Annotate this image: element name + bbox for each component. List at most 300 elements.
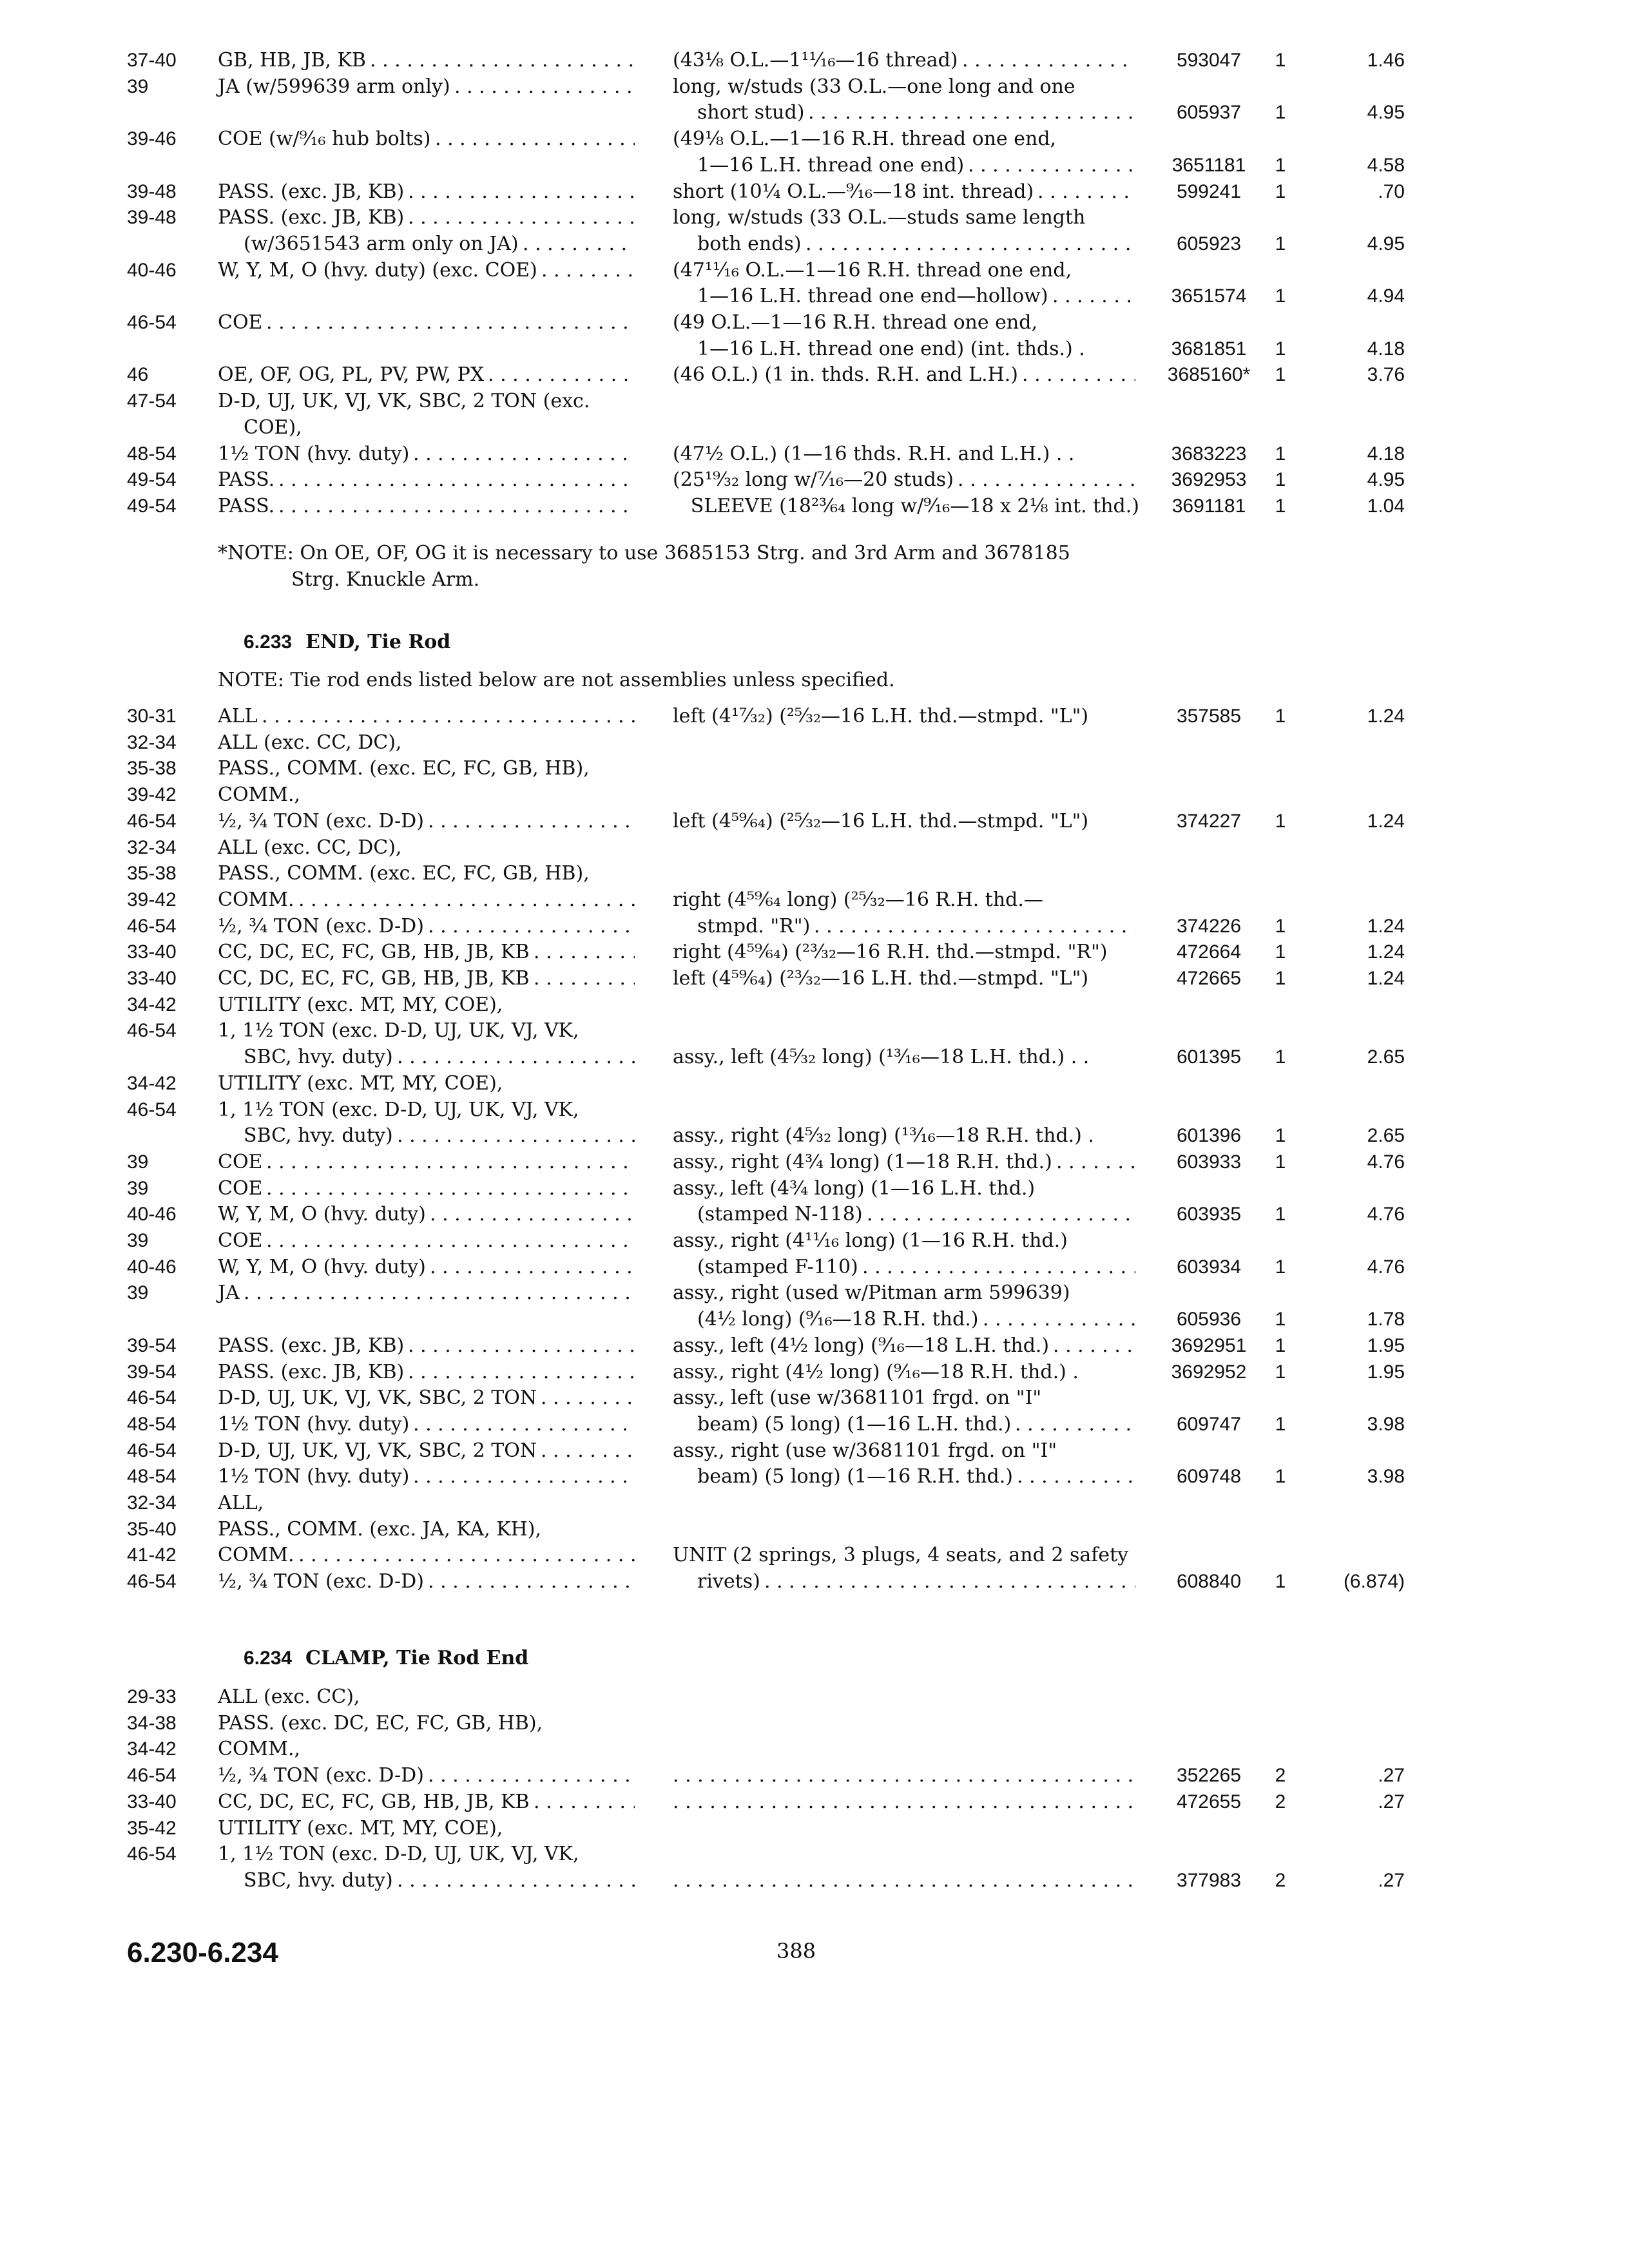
part-number: 472655 xyxy=(1176,1791,1242,1812)
model-year: 33-40 xyxy=(127,1791,177,1812)
leader-dots xyxy=(673,1868,1135,1894)
application: PASS., COMM. (exc. EC, FC, GB, HB), xyxy=(218,862,590,885)
model-year: 46-54 xyxy=(127,1099,177,1120)
table-row xyxy=(0,415,1629,441)
price: 4.76 xyxy=(1367,1204,1405,1225)
table-row xyxy=(0,861,1629,887)
application: D-D, UJ, UK, VJ, VK, SBC, 2 TON xyxy=(218,1387,537,1410)
application: UTILITY (exc. MT, MY, COE), xyxy=(218,1072,503,1095)
quantity: 1 xyxy=(1275,1256,1286,1278)
description: UNIT (2 springs, 3 plugs, 4 seats, and 2 safety xyxy=(673,1544,1129,1567)
model-year: 46-54 xyxy=(127,1571,177,1593)
leader-dots xyxy=(454,74,635,100)
leader-dots xyxy=(266,1228,635,1254)
leader-dots xyxy=(488,362,635,388)
table-row xyxy=(0,1841,1629,1867)
model-year: 48-54 xyxy=(127,443,177,465)
model-year: 39 xyxy=(127,1151,149,1173)
leader-dots xyxy=(541,258,635,284)
quantity: 1 xyxy=(1275,1309,1286,1331)
price: 4.95 xyxy=(1367,233,1405,255)
quantity: 1 xyxy=(1275,1334,1286,1356)
description: left (4⁵⁹⁄₆₄) (²³⁄₃₂—16 L.H. thd.—stmpd. "L") xyxy=(673,967,1089,990)
application: UTILITY (exc. MT, MY, COE), xyxy=(218,993,503,1016)
table-row xyxy=(0,1684,1629,1710)
quantity: 1 xyxy=(1275,102,1286,124)
table-row xyxy=(0,992,1629,1018)
price: 2.65 xyxy=(1367,1125,1405,1147)
section-number: 6.234 xyxy=(244,1648,293,1669)
section-title: CLAMP, Tie Rod End xyxy=(305,1647,529,1669)
table-row xyxy=(0,1711,1629,1736)
table-row xyxy=(0,1333,1629,1359)
table-row xyxy=(0,1464,1629,1490)
model-year: 39-48 xyxy=(127,207,177,229)
part-number: 601395 xyxy=(1176,1046,1242,1068)
model-year: 46-54 xyxy=(127,1843,177,1865)
model-year: 33-40 xyxy=(127,968,177,989)
description: (49 O.L.—1—16 R.H. thread one end, xyxy=(673,311,1037,334)
price: (6.874) xyxy=(1343,1571,1405,1593)
model-year: 48-54 xyxy=(127,1466,177,1488)
application: OE, OF, OG, PL, PV, PW, PX xyxy=(218,363,485,387)
leader-dots xyxy=(413,1464,635,1490)
part-number: 3691181 xyxy=(1171,495,1246,517)
price: 1.24 xyxy=(1367,706,1405,727)
table-row xyxy=(0,1438,1629,1464)
model-year: 40-46 xyxy=(127,1256,177,1278)
leader-dots xyxy=(370,48,635,73)
price: 4.58 xyxy=(1367,154,1405,176)
table-row xyxy=(0,258,1629,284)
application: ½, ¾ TON (exc. D-D) xyxy=(218,1570,424,1593)
leader-dots xyxy=(534,939,635,965)
model-year: 46-54 xyxy=(127,1765,177,1787)
application: ALL (exc. CC, DC), xyxy=(218,836,402,859)
table-row xyxy=(0,1176,1629,1202)
application: 1½ TON (hvy. duty) xyxy=(218,1412,410,1436)
section-title: END, Tie Rod xyxy=(305,631,451,653)
price: 1.95 xyxy=(1367,1361,1405,1383)
leader-dots xyxy=(266,310,635,336)
application: ALL (exc. CC, DC), xyxy=(218,731,402,754)
table-row xyxy=(0,939,1629,965)
price: .27 xyxy=(1378,1765,1405,1787)
quantity: 1 xyxy=(1275,154,1286,176)
description: (stamped F-110) xyxy=(697,1255,858,1278)
table-row xyxy=(0,1517,1629,1542)
description: left (4⁵⁹⁄₆₄) (²⁵⁄₃₂—16 L.H. thd.—stmpd. "L") xyxy=(673,809,1089,832)
leader-dots xyxy=(805,231,1135,257)
quantity: 2 xyxy=(1275,1791,1286,1812)
table-row xyxy=(0,48,1629,73)
part-number: 3681851 xyxy=(1171,338,1247,360)
part-number: 377983 xyxy=(1176,1869,1242,1891)
quantity: 1 xyxy=(1275,1151,1286,1173)
footnote-line-2: Strg. Knuckle Arm. xyxy=(291,568,480,591)
application: GB, HB, JB, KB xyxy=(218,49,366,72)
model-year: 37-40 xyxy=(127,50,177,71)
model-year: 46 xyxy=(127,364,149,386)
application: SBC, hvy. duty) xyxy=(244,1124,393,1148)
quantity: 1 xyxy=(1275,50,1286,71)
application: 1½ TON (hvy. duty) xyxy=(218,442,410,465)
leader-dots xyxy=(534,1789,635,1815)
application: COMM. xyxy=(218,1544,294,1567)
part-number: 3692952 xyxy=(1171,1361,1247,1383)
leader-dots xyxy=(413,441,635,467)
part-number: 603933 xyxy=(1176,1151,1242,1173)
application: PASS. xyxy=(218,468,275,492)
price: 1.24 xyxy=(1367,915,1405,937)
leader-dots xyxy=(244,1280,635,1306)
application: CC, DC, EC, FC, GB, HB, JB, KB xyxy=(218,1790,530,1813)
model-year: 35-40 xyxy=(127,1518,177,1540)
quantity: 1 xyxy=(1275,469,1286,491)
price: 3.98 xyxy=(1367,1413,1405,1435)
price: 4.76 xyxy=(1367,1151,1405,1173)
price: 1.78 xyxy=(1367,1309,1405,1331)
application: W, Y, M, O (hvy. duty) xyxy=(218,1203,426,1226)
leader-dots xyxy=(428,914,635,939)
model-year: 46-54 xyxy=(127,810,177,832)
table-row xyxy=(0,1254,1629,1280)
quantity: 1 xyxy=(1275,1125,1286,1147)
table-row xyxy=(0,284,1629,309)
part-number: 601396 xyxy=(1176,1125,1242,1147)
table-row xyxy=(0,74,1629,100)
table-row xyxy=(0,1018,1629,1044)
part-number: 472664 xyxy=(1176,941,1242,963)
description: (47¹¹⁄₁₆ O.L.—1—16 R.H. thread one end, xyxy=(673,258,1072,282)
model-year: 34-38 xyxy=(127,1712,177,1734)
table-row xyxy=(0,966,1629,992)
model-year: 40-46 xyxy=(127,1204,177,1225)
model-year: 35-38 xyxy=(127,863,177,885)
model-year: 39 xyxy=(127,75,149,97)
application: COE xyxy=(218,311,263,334)
description: long, w/studs (33 O.L.—studs same length xyxy=(673,206,1086,229)
part-number: 605923 xyxy=(1176,233,1242,255)
table-row xyxy=(0,782,1629,808)
part-number: 605937 xyxy=(1176,102,1242,124)
part-number: 352265 xyxy=(1176,1765,1242,1787)
description: right (4⁵⁹⁄₆₄ long) (²⁵⁄₃₂—16 R.H. thd.— xyxy=(673,888,1043,911)
model-year: 35-42 xyxy=(127,1817,177,1839)
leader-dots xyxy=(408,205,635,231)
table-row xyxy=(0,336,1629,362)
table-row xyxy=(0,914,1629,939)
description: (46 O.L.) (1 in. thds. R.H. and L.H.) xyxy=(673,363,1019,387)
table-row xyxy=(0,1280,1629,1306)
description: (4½ long) (⁹⁄₁₆—18 R.H. thd.) xyxy=(697,1308,979,1331)
table-row xyxy=(0,467,1629,493)
description: short (10¼ O.L.—⁹⁄₁₆—18 int. thread) xyxy=(673,180,1034,203)
table-row xyxy=(0,756,1629,782)
quantity: 1 xyxy=(1275,443,1286,465)
leader-dots xyxy=(541,1438,635,1464)
page-number: 388 xyxy=(776,1939,816,1963)
description: 1—16 L.H. thread one end) (int. thds.) . xyxy=(697,337,1085,360)
model-year: 48-54 xyxy=(127,1413,177,1435)
model-year: 30-31 xyxy=(127,706,177,727)
table-row xyxy=(0,179,1629,205)
table-row xyxy=(0,1789,1629,1815)
application: ALL (exc. CC), xyxy=(218,1686,360,1708)
application: PASS. (exc. JB, KB) xyxy=(218,180,405,203)
model-year: 46-54 xyxy=(127,1439,177,1461)
price: 1.04 xyxy=(1367,495,1405,517)
table-row xyxy=(0,1569,1629,1595)
leader-dots xyxy=(534,966,635,992)
description: rivets) xyxy=(697,1570,760,1593)
description: beam) (5 long) (1—16 R.H. thd.) xyxy=(697,1465,1013,1488)
table-row xyxy=(0,1490,1629,1516)
part-number: 3692953 xyxy=(1171,469,1247,491)
table-row xyxy=(0,310,1629,336)
leader-dots xyxy=(1056,1149,1135,1175)
quantity: 1 xyxy=(1275,495,1286,517)
price: 2.65 xyxy=(1367,1046,1405,1068)
application: ½, ¾ TON (exc. D-D) xyxy=(218,1764,424,1787)
part-number: 609747 xyxy=(1176,1413,1242,1435)
part-number: 593047 xyxy=(1176,50,1242,71)
table-row xyxy=(0,362,1629,388)
description: assy., right (4¹¹⁄₁₆ long) (1—16 R.H. thd.) xyxy=(673,1229,1068,1252)
table-row xyxy=(0,1542,1629,1568)
description: short stud) xyxy=(697,101,805,124)
table-row xyxy=(0,1097,1629,1123)
leader-dots xyxy=(541,1385,635,1411)
leader-dots xyxy=(408,1333,635,1359)
model-year: 29-33 xyxy=(127,1686,177,1707)
description: right (4⁵⁹⁄₆₄) (²³⁄₃₂—16 R.H. thd.—stmpd. "R") xyxy=(673,941,1108,964)
price: 4.95 xyxy=(1367,102,1405,124)
description: both ends) xyxy=(697,232,802,255)
section-range-footer: 6.230-6.234 xyxy=(127,1937,278,1968)
application: COMM., xyxy=(218,1738,301,1761)
table-row xyxy=(0,1816,1629,1841)
quantity: 2 xyxy=(1275,1869,1286,1891)
model-year: 39-48 xyxy=(127,180,177,202)
quantity: 1 xyxy=(1275,285,1286,307)
table-row xyxy=(0,1736,1629,1762)
part-number: 3685160* xyxy=(1167,364,1251,386)
price: 1.24 xyxy=(1367,941,1405,963)
section-heading-6-234 xyxy=(244,1646,528,1671)
leader-dots xyxy=(408,179,635,205)
leader-dots xyxy=(867,1202,1135,1227)
application: 1, 1½ TON (exc. D-D, UJ, UK, VJ, VK, xyxy=(218,1098,579,1121)
description: assy., right (4¾ long) (1—18 R.H. thd.) xyxy=(673,1150,1052,1173)
table-row xyxy=(0,126,1629,152)
part-number: 3651181 xyxy=(1171,154,1246,176)
application: PASS., COMM. (exc. EC, FC, GB, HB), xyxy=(218,757,590,780)
application: PASS., COMM. (exc. JA, KA, KH), xyxy=(218,1517,542,1541)
leader-dots xyxy=(673,1763,1135,1789)
leader-dots xyxy=(413,1412,635,1437)
model-year: 46-54 xyxy=(127,1020,177,1042)
application: ALL, xyxy=(218,1492,264,1514)
leader-dots xyxy=(673,1789,1135,1815)
table-row xyxy=(0,205,1629,231)
leader-dots xyxy=(808,100,1135,126)
leader-dots xyxy=(408,1360,635,1385)
leader-dots xyxy=(814,914,1135,939)
application: W, Y, M, O (hvy. duty) xyxy=(218,1255,426,1278)
leader-dots xyxy=(958,467,1135,493)
quantity: 1 xyxy=(1275,1571,1286,1593)
table-row xyxy=(0,809,1629,834)
table-row xyxy=(0,835,1629,861)
description: (25¹⁹⁄₃₂ long w/⁷⁄₁₆—20 studs) xyxy=(673,468,954,492)
application: 1½ TON (hvy. duty) xyxy=(218,1465,410,1488)
part-number: 609748 xyxy=(1176,1466,1242,1488)
application: JA (w/599639 arm only) xyxy=(218,75,450,98)
leader-dots xyxy=(962,48,1135,73)
model-year: 34-42 xyxy=(127,1738,177,1760)
table-row xyxy=(0,1149,1629,1175)
model-year: 32-34 xyxy=(127,1492,177,1514)
description: assy., right (use w/3681101 frgd. on "I" xyxy=(673,1439,1057,1462)
application: JA xyxy=(218,1282,240,1305)
part-number: 472665 xyxy=(1176,968,1242,989)
table-row xyxy=(0,1071,1629,1097)
leader-dots xyxy=(1052,284,1135,309)
application: D-D, UJ, UK, VJ, VK, SBC, 2 TON xyxy=(218,1439,537,1462)
leader-dots xyxy=(278,494,635,519)
application: COMM. xyxy=(218,888,294,911)
description: assy., left (4½ long) (⁹⁄₁₆—18 L.H. thd.) xyxy=(673,1334,1050,1357)
application: PASS. (exc. DC, EC, FC, GB, HB), xyxy=(218,1711,543,1735)
leader-dots xyxy=(397,1868,635,1894)
leader-dots xyxy=(262,704,635,729)
application: (w/3651543 arm only on JA) xyxy=(244,232,519,255)
table-row xyxy=(0,1307,1629,1332)
quantity: 1 xyxy=(1275,1204,1286,1225)
price: .27 xyxy=(1378,1791,1405,1812)
model-year: 39-42 xyxy=(127,784,177,806)
section-note: NOTE: Tie rod ends listed below are not assemblies unless specified. xyxy=(218,669,895,691)
application: COE (w/⁹⁄₁₆ hub bolts) xyxy=(218,128,431,151)
quantity: 2 xyxy=(1275,1765,1286,1787)
description: stmpd. "R") xyxy=(697,914,811,937)
description: (43⅛ O.L.—1¹¹⁄₁₆—16 thread) xyxy=(673,49,958,72)
leader-dots xyxy=(1022,362,1135,388)
model-year: 47-54 xyxy=(127,390,177,412)
description: (47½ O.L.) (1—16 thds. R.H. and L.H.) . . xyxy=(673,442,1075,465)
part-number: 3692951 xyxy=(1171,1334,1247,1356)
leader-dots xyxy=(1037,179,1135,205)
quantity: 1 xyxy=(1275,706,1286,727)
part-number: 603934 xyxy=(1176,1256,1242,1278)
price: 1.24 xyxy=(1367,968,1405,989)
part-number: 605936 xyxy=(1176,1309,1242,1331)
leader-dots xyxy=(1053,1333,1135,1359)
model-year: 39 xyxy=(127,1282,149,1304)
price: 4.18 xyxy=(1367,443,1405,465)
model-year: 39-54 xyxy=(127,1361,177,1383)
quantity: 1 xyxy=(1275,1466,1286,1488)
application: 1, 1½ TON (exc. D-D, UJ, UK, VJ, VK, xyxy=(218,1019,579,1043)
description: assy., right (used w/Pitman arm 599639) xyxy=(673,1282,1070,1305)
model-year: 39 xyxy=(127,1230,149,1251)
leader-dots xyxy=(298,887,635,913)
model-year: 49-54 xyxy=(127,495,177,517)
model-year: 46-54 xyxy=(127,312,177,333)
model-year: 35-38 xyxy=(127,758,177,780)
quantity: 1 xyxy=(1275,338,1286,360)
part-number: 3651574 xyxy=(1171,285,1247,307)
price: 3.98 xyxy=(1367,1466,1405,1488)
price: 4.18 xyxy=(1367,338,1405,360)
model-year: 49-54 xyxy=(127,469,177,491)
model-year: 40-46 xyxy=(127,259,177,281)
description: 1—16 L.H. thread one end) xyxy=(697,153,965,177)
leader-dots xyxy=(428,809,635,834)
leader-dots xyxy=(435,126,635,152)
leader-dots xyxy=(278,467,635,493)
price: .70 xyxy=(1378,180,1405,202)
model-year: 46-54 xyxy=(127,915,177,937)
application: ALL xyxy=(218,705,258,727)
description: long, w/studs (33 O.L.—one long and one xyxy=(673,75,1075,98)
model-year: 41-42 xyxy=(127,1544,177,1566)
model-year: 32-34 xyxy=(127,836,177,858)
leader-dots xyxy=(523,231,635,257)
description: assy., left (use w/3681101 frgd. on "I" xyxy=(673,1387,1042,1410)
description: assy., right (4⁵⁄₃₂ long) (¹³⁄₁₆—18 R.H. thd.) . xyxy=(673,1124,1094,1148)
price: 3.76 xyxy=(1367,364,1405,386)
table-row xyxy=(0,887,1629,913)
quantity: 1 xyxy=(1275,233,1286,255)
leader-dots xyxy=(266,1149,635,1175)
table-row xyxy=(0,1868,1629,1894)
table-row xyxy=(0,1123,1629,1149)
leader-dots xyxy=(298,1542,635,1568)
application: SBC, hvy. duty) xyxy=(244,1869,393,1892)
application: UTILITY (exc. MT, MY, COE), xyxy=(218,1816,503,1840)
model-year: 33-40 xyxy=(127,941,177,963)
application: COMM., xyxy=(218,783,301,807)
leader-dots xyxy=(397,1044,635,1070)
price: 1.95 xyxy=(1367,1334,1405,1356)
model-year: 34-42 xyxy=(127,1072,177,1094)
table-row xyxy=(0,1202,1629,1227)
table-row xyxy=(0,730,1629,756)
leader-dots xyxy=(266,1176,635,1202)
footnote-line-1: *NOTE: On OE, OF, OG it is necessary to use 3685153 Strg. and 3rd Arm and 3678185 xyxy=(218,542,1070,564)
application: COE xyxy=(218,1229,263,1252)
section-heading-6-233 xyxy=(244,629,450,655)
application: ½, ¾ TON (exc. D-D) xyxy=(218,809,424,832)
description: assy., left (4¾ long) (1—16 L.H. thd.) xyxy=(673,1177,1036,1200)
table-row xyxy=(0,389,1629,414)
price: 4.94 xyxy=(1367,285,1405,307)
application: COE xyxy=(218,1177,263,1200)
price: .27 xyxy=(1378,1869,1405,1891)
part-number: 374227 xyxy=(1176,810,1242,832)
model-year: 39-42 xyxy=(127,889,177,910)
table-row xyxy=(0,100,1629,126)
quantity: 1 xyxy=(1275,941,1286,963)
part-number: 608840 xyxy=(1176,1571,1242,1593)
table-row xyxy=(0,1412,1629,1437)
model-year: 34-42 xyxy=(127,994,177,1015)
table-row xyxy=(0,441,1629,467)
application: COE xyxy=(218,1150,263,1173)
model-year: 32-34 xyxy=(127,731,177,753)
